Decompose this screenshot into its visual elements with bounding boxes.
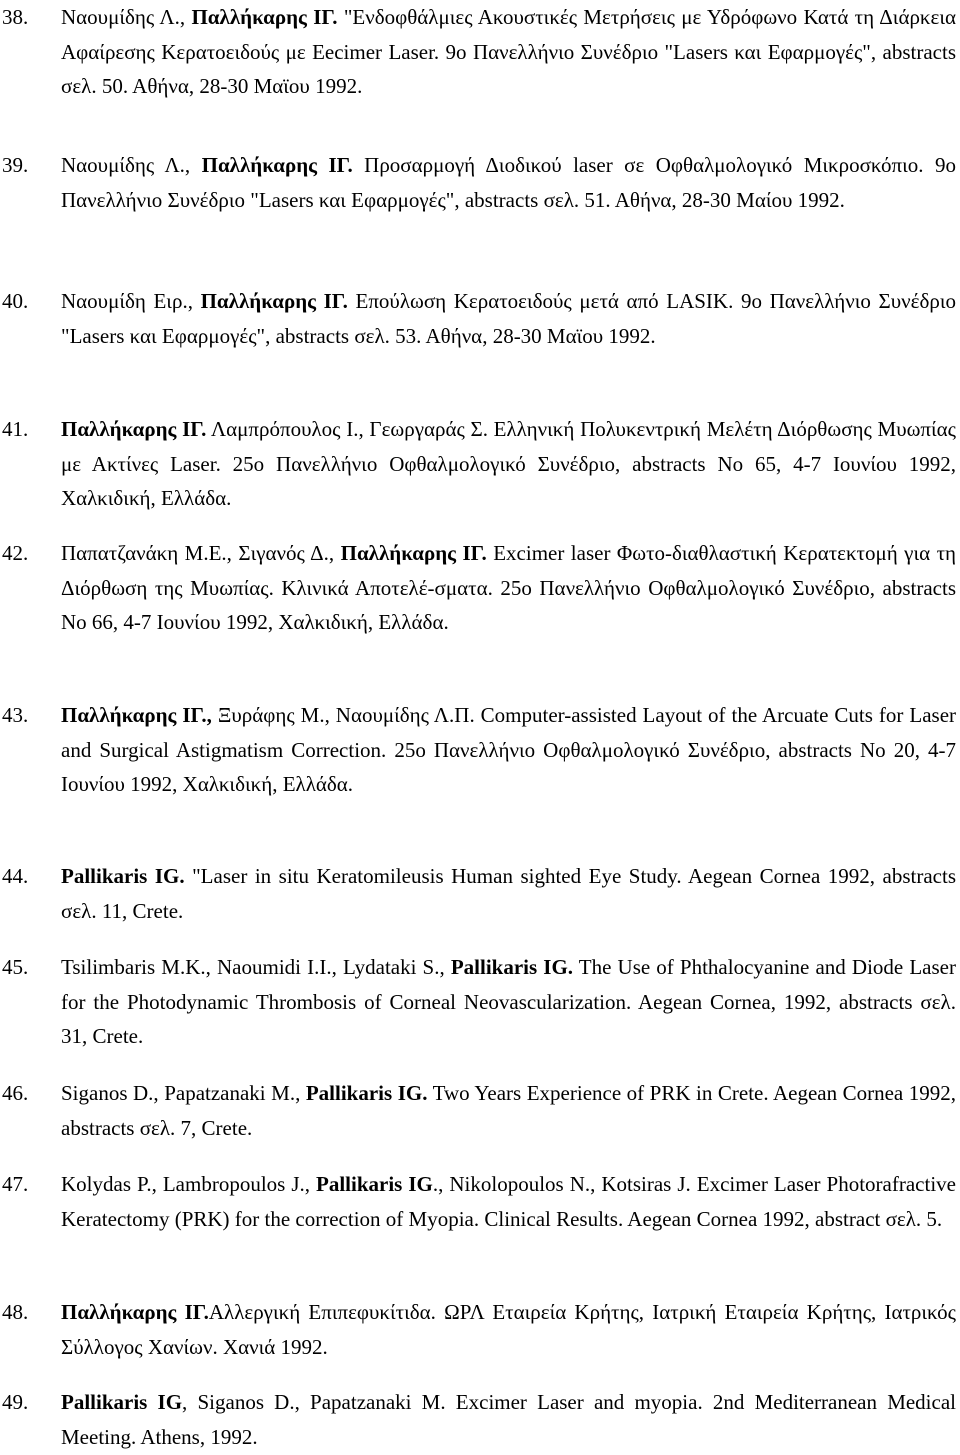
reference-text (61, 1385, 956, 1454)
reference-highlight-author: Pallikaris IG (316, 1172, 433, 1196)
reference-highlight-author: Παλλήκαρης ΙΓ. (200, 289, 348, 313)
reference-number: 39. (2, 153, 29, 177)
reference-text (61, 284, 956, 353)
reference-text (61, 698, 956, 802)
reference-text (61, 1295, 956, 1364)
reference-highlight-author: Παλλήκαρης ΙΓ. (201, 153, 353, 177)
reference-text (61, 148, 956, 217)
reference-details: Προσαρμογή Διοδικού laser σε Οφθαλμολογικό Μικροσκόπιο. 9ο Πανελλήνιο Συνέδριο "Lasers και Εφαρμογές", abstracts σελ. 51. Αθήνα, 28-30 Μαίου 1992. (61, 153, 956, 212)
reference-highlight-author: Pallikaris IG. (305, 1081, 428, 1105)
reference-number: 44. (2, 864, 29, 888)
reference-highlight-author: Pallikaris IG (61, 1390, 183, 1414)
reference-authors: Ναουμίδης Λ., (61, 5, 192, 29)
reference-authors: Ναουμίδη Ειρ., (61, 289, 201, 313)
reference-49 (0, 1385, 956, 1454)
reference-details: Αλλεργική Επιπεφυκίτιδα. ΩΡΛ Εταιρεία Κρήτης, Ιατρική Εταιρεία Κρήτης, Ιατρικός Σύλλογος Χανίων. Χανιά 1992. (61, 1300, 956, 1359)
reference-highlight-author: Παλλήκαρης ΙΓ. (61, 417, 207, 441)
reference-48 (0, 1295, 956, 1364)
reference-text (61, 1167, 956, 1236)
reference-highlight-author: Pallikaris IG. (450, 955, 574, 979)
reference-number: 48. (2, 1300, 29, 1324)
reference-41 (0, 412, 956, 516)
reference-details: Ξυράφης Μ., Ναουμίδης Λ.Π. Computer-assisted Layout of the Arcuate Cuts for Laser and Surgical Astigmatism Correction. 25ο Πανελλήνιο Οφθαλμολογικό Συνέδριο, abstracts Νο 20, 4-7 Ιουνίου 1992, Χαλκιδική, Ελλάδα. (61, 703, 957, 796)
reference-46 (0, 1076, 956, 1145)
reference-details: ., Nikolopoulos N., Kotsiras J. Excimer Laser Photorafractive Keratectomy (PRK) for the correction of Myopia. Clinical Results. Aegean Cornea 1992, abstract σελ. 5. (61, 1172, 956, 1231)
reference-number: 38. (2, 5, 29, 29)
reference-text (61, 1076, 956, 1145)
reference-details: Two Years Experience of PRK in Crete. Aegean Cornea 1992, abstracts σελ. 7, Crete. (61, 1081, 956, 1140)
reference-authors: Tsilimbaris M.K., Naoumidi I.I., Lydataki S., (61, 955, 451, 979)
reference-authors: Siganos D., Papatzanaki M., (61, 1081, 306, 1105)
reference-authors: Kolydas P., Lambropoulos J., (61, 1172, 316, 1196)
reference-number: 41. (2, 417, 29, 441)
reference-number: 46. (2, 1081, 29, 1105)
reference-highlight-author: Παλλήκαρης ΙΓ. (340, 541, 487, 565)
reference-text (61, 536, 956, 640)
reference-details: The Use of Phthalocyanine and Diode Laser for the Photodynamic Thrombosis of Corneal Neovascularization. Aegean Cornea, 1992, abstracts σελ. 31, Crete. (61, 955, 956, 1048)
reference-details: Λαμπρόπουλος Ι., Γεωργαράς Σ. Ελληνική Πολυκεντρική Μελέτη Διόρθωσης Μυωπίας με Ακτίνες Laser. 25ο Πανελλήνιο Οφθαλμολογικό Συνέδριο, abstracts Νο 65, 4-7 Ιουνίου 1992, Χαλκιδική, Ελλάδα. (61, 417, 956, 510)
reference-39 (0, 148, 956, 217)
reference-highlight-author: Pallikaris IG. (61, 864, 185, 888)
reference-details: "Laser in situ Keratomileusis Human sighted Eye Study. Aegean Cornea 1992, abstracts σελ. 11, Crete. (61, 864, 956, 923)
reference-number: 45. (2, 955, 29, 979)
reference-number: 43. (2, 703, 29, 727)
reference-authors: Ναουμίδης Λ., (61, 153, 202, 177)
reference-42 (0, 536, 956, 640)
reference-details: , Siganos D., Papatzanaki M. Excimer Laser and myopia. 2nd Mediterranean Medical Meeting. Athens, 1992. (61, 1390, 956, 1449)
reference-44 (0, 859, 956, 928)
reference-40 (0, 284, 956, 353)
reference-text (61, 0, 956, 104)
reference-47 (0, 1167, 956, 1236)
reference-details: Excimer laser Φωτο-διαθλαστική Κερατεκτομή για τη Διόρθωση της Μυωπίας. Κλινικά Αποτελέ-σματα. 25ο Πανελλήνιο Οφθαλμολογικό Συνέδριο, abstracts Νο 66, 4-7 Ιουνίου 1992, Χαλκιδική, Ελλάδα. (61, 541, 956, 634)
reference-number: 49. (2, 1390, 29, 1414)
reference-authors: Παπατζανάκη Μ.Ε., Σιγανός Δ., (61, 541, 341, 565)
reference-highlight-author: Παλλήκαρης ΙΓ. (191, 5, 338, 29)
reference-number: 42. (2, 541, 29, 565)
reference-43 (0, 698, 956, 802)
reference-text (61, 859, 956, 928)
reference-details: Επούλωση Κερατοειδούς μετά από LASIK. 9ο Πανελλήνιο Συνέδριο "Lasers και Εφαρμογές", abstracts σελ. 53. Αθήνα, 28-30 Μαϊου 1992. (61, 289, 956, 348)
reference-38 (0, 0, 956, 104)
reference-number: 40. (2, 289, 29, 313)
reference-highlight-author: Παλλήκαρης ΙΓ., (61, 703, 212, 727)
reference-text (61, 412, 956, 516)
reference-number: 47. (2, 1172, 29, 1196)
reference-text (61, 950, 956, 1054)
reference-45 (0, 950, 956, 1054)
reference-details: "Ενδοφθάλμιες Ακουστικές Μετρήσεις με Υδρόφωνο Κατά τη Διάρκεια Αφαίρεσης Κερατοειδούς με Εecimer Laser. 9ο Πανελλήνιο Συνέδριο "Lasers και Εφαρμογές", abstracts σελ. 50. Αθήνα, 28-30 Μαϊου 1992. (61, 5, 956, 98)
reference-highlight-author: Παλλήκαρης ΙΓ. (61, 1300, 209, 1324)
